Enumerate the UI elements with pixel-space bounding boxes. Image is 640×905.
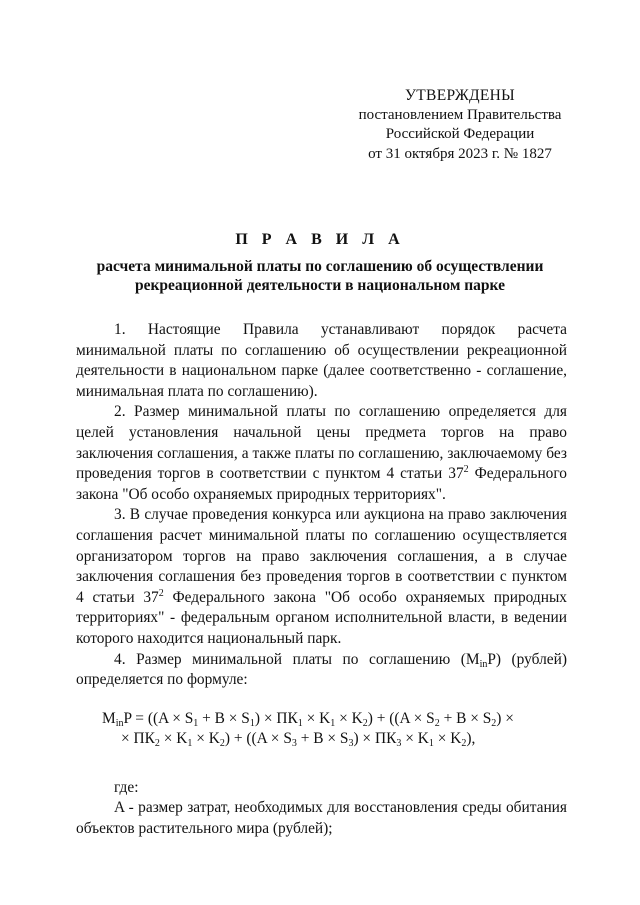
approval-date: от 31 октября 2023 г. № 1827: [368, 145, 552, 162]
paragraph-text: 3. В случае проведения конкурса или аукциона на право заключения соглашения расчет минимальной платы по соглашению осуществляется организатором торгов на право заключения соглашения, а в случае заключения соглашения без проведения торгов в соответствии с пунктом 4 статьи 37: [76, 506, 567, 606]
formula-text: × K: [159, 730, 188, 748]
formula: [76, 709, 567, 750]
formula-text: ) × ПК: [254, 709, 298, 727]
formula-subscript: in: [115, 717, 124, 729]
formula-subscript: 1: [297, 717, 303, 729]
approval-block: [340, 86, 580, 164]
paragraph-3: [76, 505, 567, 649]
paragraph-text: P) (рублей) определяется по формуле:: [76, 650, 567, 689]
formula-subscript: 1: [193, 717, 199, 729]
formula-text: × ПК: [121, 730, 155, 748]
formula-text: ) × ПК: [353, 730, 397, 748]
formula-subscript: 2: [491, 717, 497, 729]
formula-subscript: 3: [348, 738, 354, 750]
formula-line-2: [76, 729, 567, 750]
formula-line-1: [76, 709, 567, 730]
paragraph-text: Федерального закона "Об особо охраняемых природных территориях".: [76, 465, 567, 503]
paragraph-4: [76, 650, 567, 691]
formula-subscript: 2: [154, 738, 160, 750]
approval-heading: УТВЕРЖДЕНЫ: [405, 87, 515, 104]
formula-text: + B × S: [296, 730, 349, 748]
formula-text: ) + ((A × S: [367, 709, 435, 727]
paragraph-text: 4. Размер минимальной платы по соглашению (M: [114, 650, 480, 668]
formula-text: + B × S: [198, 709, 250, 727]
formula-text: + B × S: [439, 709, 492, 727]
formula-subscript: 3: [291, 738, 297, 750]
formula-text: ) + ((A × S: [224, 730, 292, 748]
formula-subscript: 2: [219, 738, 225, 750]
formula-text: × K: [302, 709, 331, 727]
formula-subscript: 1: [330, 717, 336, 729]
document-body: [76, 320, 567, 840]
formula-subscript: 1: [428, 738, 434, 750]
subscript: in: [479, 658, 488, 670]
formula-text: ),: [466, 730, 476, 748]
formula-text: × K: [401, 730, 429, 748]
superscript: 2: [158, 587, 164, 599]
subtitle-line: расчета минимальной платы по соглашению об осуществлении: [96, 258, 544, 275]
document-title: П Р А В И Л А: [235, 231, 405, 248]
paragraph-text: Федерального закона "Об особо охраняемых природных территориях" - федеральным органом исполнительной власти, в ведении которого находится национальный парк.: [76, 588, 567, 647]
formula-text: × K: [433, 730, 462, 748]
where-label: где:: [114, 778, 139, 796]
paragraph-1: 1. Настоящие Правила устанавливают порядок расчета минимальной платы по соглашению об осуществлении рекреационной деятельности в национальном парке (далее соответственно - соглашение, минимальная плата по соглашению).: [76, 321, 567, 400]
formula-text: M: [102, 709, 116, 727]
formula-subscript: 2: [434, 717, 440, 729]
subtitle-line: рекреационной деятельности в национальном парке: [135, 277, 505, 294]
formula-subscript: 1: [187, 738, 193, 750]
formula-subscript: 2: [461, 738, 467, 750]
approval-line: постановлением Правительства: [358, 106, 562, 123]
formula-text: ) ×: [496, 709, 514, 727]
approval-line: Российской Федерации: [385, 126, 535, 142]
formula-subscript: 1: [249, 717, 255, 729]
formula-subscript: 3: [396, 738, 402, 750]
definition-a: A - размер затрат, необходимых для восстановления среды обитания объектов растительного мира (рублей);: [76, 799, 567, 838]
paragraph-text: 2. Размер минимальной платы по соглашению определяется для целей установления начальной цены предмета торгов на право заключения соглашения, а также платы по соглашению, заключаемому без проведения торгов в соответствии с пунктом 4 статьи 37: [76, 403, 567, 483]
document-subtitle: [60, 257, 580, 295]
formula-text: × K: [335, 709, 363, 727]
formula-text: × K: [192, 730, 220, 748]
superscript: 2: [463, 464, 469, 476]
paragraph-2: [76, 402, 567, 505]
formula-text: P = ((A × S: [123, 709, 194, 727]
formula-subscript: 2: [362, 717, 368, 729]
